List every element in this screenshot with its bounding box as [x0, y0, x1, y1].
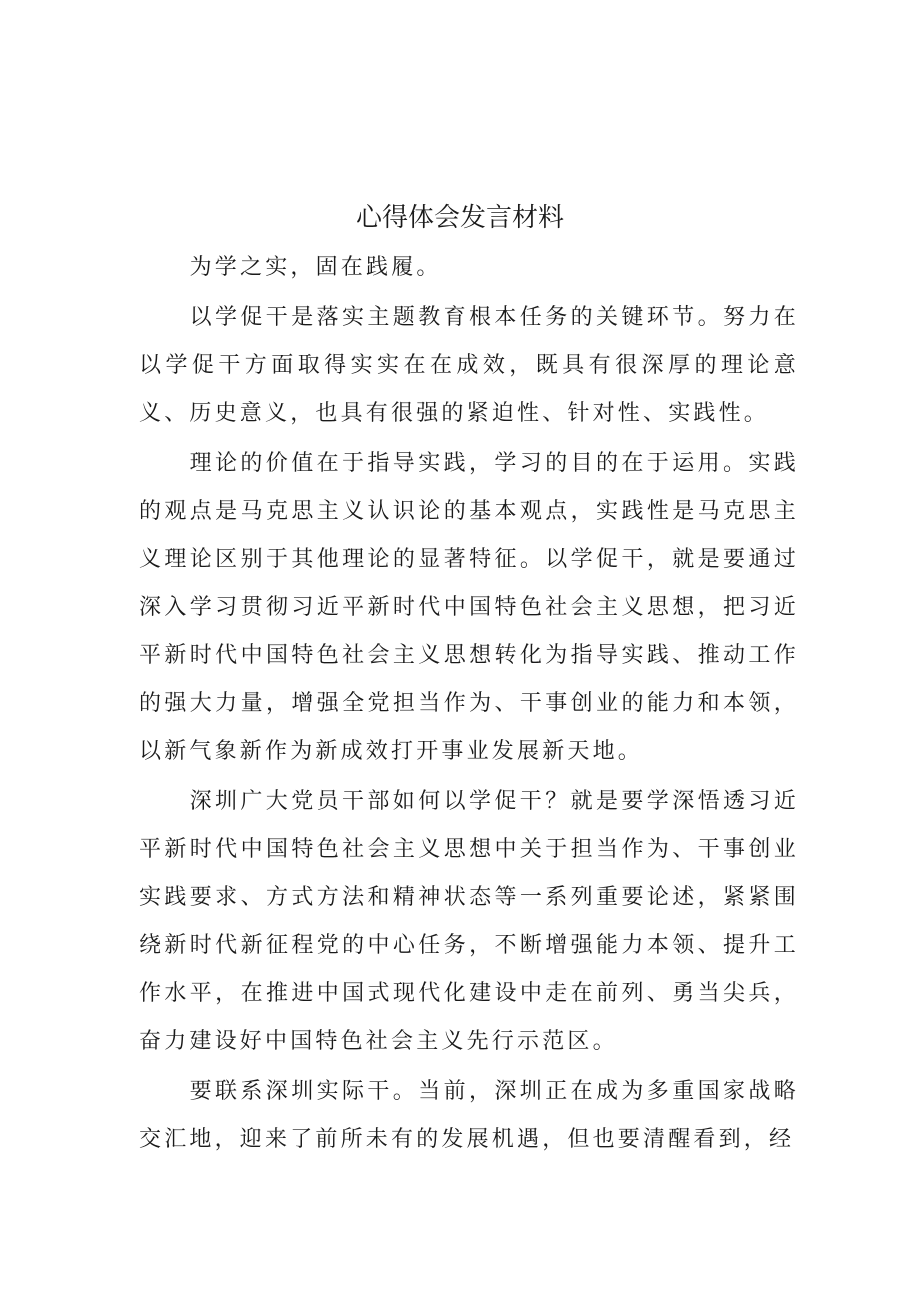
paragraph-2: 以学促干是落实主题教育根本任务的关键环节。努力在以学促干方面取得实实在在成效，既具有很深厚的理论意义、历史意义，也具有很强的紧迫性、针对性、实践性。 — [139, 305, 799, 426]
paragraph-1: 为学之实，固在践履。 — [189, 255, 442, 280]
document-title: 心得体会发言材料 — [355, 203, 564, 233]
document-body — [139, 244, 799, 1166]
paragraph-3: 理论的价值在于指导实践，学习的目的在于运用。实践的观点是马克思主义认识论的基本观点，实践性是马克思主义理论区别于其他理论的显著特征。以学促干，就是要通过深入学习贯彻习近平新时代中国特色社会主义思想，把习近平新时代中国特色社会主义思想转化为指导实践、推动工作的强大力量，增强全党担当作为、干事创业的能力和本领，以新气象新作为新成效打开事业发展新天地。 — [139, 451, 799, 764]
paragraph-4: 深圳广大党员干部如何以学促干？就是要学深悟透习近平新时代中国特色社会主义思想中关于担当作为、干事创业实践要求、方式方法和精神状态等一系列重要论述，紧紧围绕新时代新征程党的中心任务，不断增强能力本领、提升工作水平，在推进中国式现代化建设中走在前列、勇当尖兵，奋力建设好中国特色社会主义先行示范区。 — [139, 789, 799, 1054]
paragraph-5: 要联系深圳实际干。当前，深圳正在成为多重国家战略交汇地，迎来了前所未有的发展机遇，但也要清醒看到，经 — [139, 1079, 799, 1152]
